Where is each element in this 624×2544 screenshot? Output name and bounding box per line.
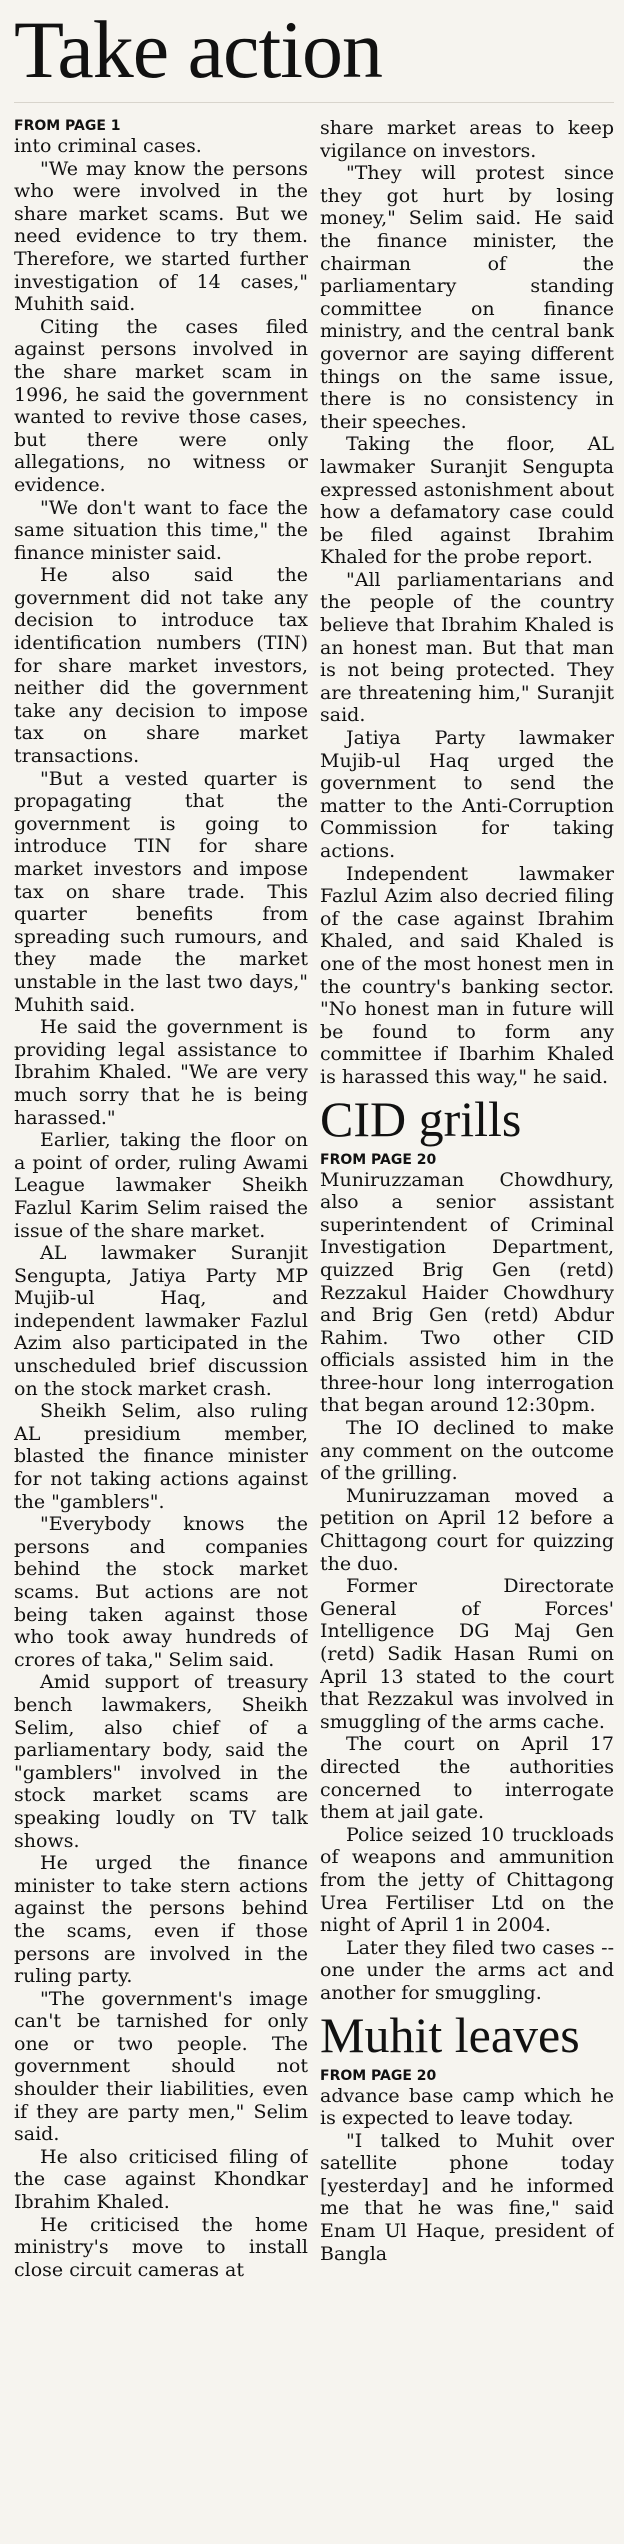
article-paragraph: "We may know the persons who were involved in the share market scams. But we need evidence to try them. Therefore, we started further investigation of 14 cases," Muhith said. <box>14 157 308 316</box>
article-paragraph: Jatiya Party lawmaker Mujib-ul Haq urged the government to send the matter to the Anti-Corruption Commission for taking actions. <box>320 727 614 862</box>
article-paragraph: Police seized 10 truckloads of weapons and ammunition from the jetty of Chittagong Urea Fertiliser Ltd on the night of April 1 in 2004. <box>320 1823 614 1937</box>
article-paragraph: Muniruzzaman Chowdhury, also a senior assistant superintendent of Criminal Investigation Department, quizzed Brig Gen (retd) Rezzakul Haider Chowdhury and Brig Gen (retd) Abdur Rahim. Two other CID officials assisted him in the three-hour long interrogation that began around 12:30pm. <box>320 1168 614 1417</box>
article-paragraph: Independent lawmaker Fazlul Azim also decried filing of the case against Ibrahim Khaled, and said Khaled is one of the most honest men in the country's banking sector. "No honest man in future will be found to form any committee if Ibarhim Khaled is harassed this way," he said. <box>320 862 614 1088</box>
columns <box>14 117 614 2281</box>
article-paragraph: He criticised the home ministry's move to install close circuit cameras at <box>14 2213 308 2281</box>
article-paragraph: Muniruzzaman moved a petition on April 12 before a Chittagong court for quizzing the duo. <box>320 1484 614 1575</box>
subheadline-cid: CID grills <box>320 1090 522 1147</box>
article-paragraph: "The government's image can't be tarnished for only one or two people. The government should not shoulder their liabilities, even if they are party men," Selim said. <box>14 1987 308 2146</box>
article-paragraph: Sheikh Selim, also ruling AL presidium member, blasted the finance minister for not taking actions against the "gamblers". <box>14 1400 308 1513</box>
article-paragraph: The court on April 17 directed the authorities concerned to interrogate them at jail gate. <box>320 1733 614 1824</box>
article-paragraph: Former Directorate General of Forces' Intelligence DG Maj Gen (retd) Sadik Hasan Rumi on April 13 stated to the court that Rezzakul was involved in smuggling of the arms cache. <box>320 1575 614 1733</box>
article-paragraph: AL lawmaker Suranjit Sengupta, Jatiya Party MP Mujib-ul Haq, and independent lawmaker Fazlul Azim also participated in the unscheduled brief discussion on the stock market crash. <box>14 1242 308 1400</box>
left-column <box>14 117 308 2281</box>
article-paragraph: "We don't want to face the same situation this time," the finance minister said. <box>14 496 308 564</box>
article-kicker: FROM PAGE 20 <box>320 1151 437 1168</box>
article-paragraph: The IO declined to make any comment on the outcome of the grilling. <box>320 1417 614 1485</box>
article-paragraph: He also criticised filing of the case against Khondkar Ibrahim Khaled. <box>14 2145 308 2214</box>
article-paragraph: "Everybody knows the persons and companies behind the stock market scams. But actions are not being taken against those who took away hundreds of crores of taka," Selim said. <box>14 1513 308 1671</box>
article-paragraph: "They will protest since they got hurt by losing money," Selim said. He said the finance minister, the chairman of the parliamentary standing committee on finance ministry, and the central bank governor are saying different things on the same issue, there is no consistency in their speeches. <box>320 162 614 433</box>
article-paragraph: share market areas to keep vigilance on investors. <box>320 117 614 162</box>
right-column <box>320 117 614 2265</box>
article-paragraph: He said the government is providing legal assistance to Ibrahim Khaled. "We are very much sorry that he is being harassed." <box>14 1016 308 1129</box>
article-paragraph: He urged the finance minister to take stern actions against the persons behind the scams, even if those persons are involved in the ruling party. <box>14 1852 308 1988</box>
article-paragraph: "But a vested quarter is propagating that the government is going to introduce TIN for share market investors and impose tax on share trade. This quarter benefits from spreading such rumours, and they made the market unstable in the last two days," Muhith said. <box>14 767 308 1016</box>
article-paragraph: Citing the cases filed against persons involved in the share market scam in 1996, he said the government wanted to revive those cases, but there were only allegations, no witness or evidence. <box>14 315 308 496</box>
article-paragraph: Later they filed two cases -- one under the arms act and another for smuggling. <box>320 1936 614 2004</box>
subheadline-muhit: Muhit leaves <box>320 2006 580 2063</box>
article-paragraph: Taking the floor, AL lawmaker Suranjit Sengupta expressed astonishment about how a defamatory case could be filed against Ibrahim Khaled for the probe report. <box>320 433 614 569</box>
article-paragraph: He also said the government did not take any decision to introduce tax identification numbers (TIN) for share market investors, neither did the government take any decision to impose tax on share market transactions. <box>14 564 308 768</box>
article-paragraph: "I talked to Muhit over satellite phone today [yesterday] and he informed me that he was fine," said Enam Ul Haque, president of Bangla <box>320 2129 614 2265</box>
article-paragraph: into criminal cases. <box>14 135 202 157</box>
article-kicker: FROM PAGE 20 <box>320 2067 437 2084</box>
headline: Take action <box>14 6 614 103</box>
article-paragraph: "All parliamentarians and the people of the country believe that Ibrahim Khaled is an honest man. But that man is not being protected. They are threatening him," Suranjit said. <box>320 568 614 727</box>
article-kicker: FROM PAGE 1 <box>14 118 121 134</box>
article-paragraph: Earlier, taking the floor on a point of order, ruling Awami League lawmaker Sheikh Fazlul Karim Selim raised the issue of the share market. <box>14 1129 308 1242</box>
article-paragraph: advance base camp which he is expected to leave today. <box>320 2084 614 2130</box>
article-paragraph: Amid support of treasury bench lawmakers, Sheikh Selim, also chief of a parliamentary body, said the "gamblers" involved in the stock market scams are speaking loudly on TV talk shows. <box>14 1671 308 1852</box>
